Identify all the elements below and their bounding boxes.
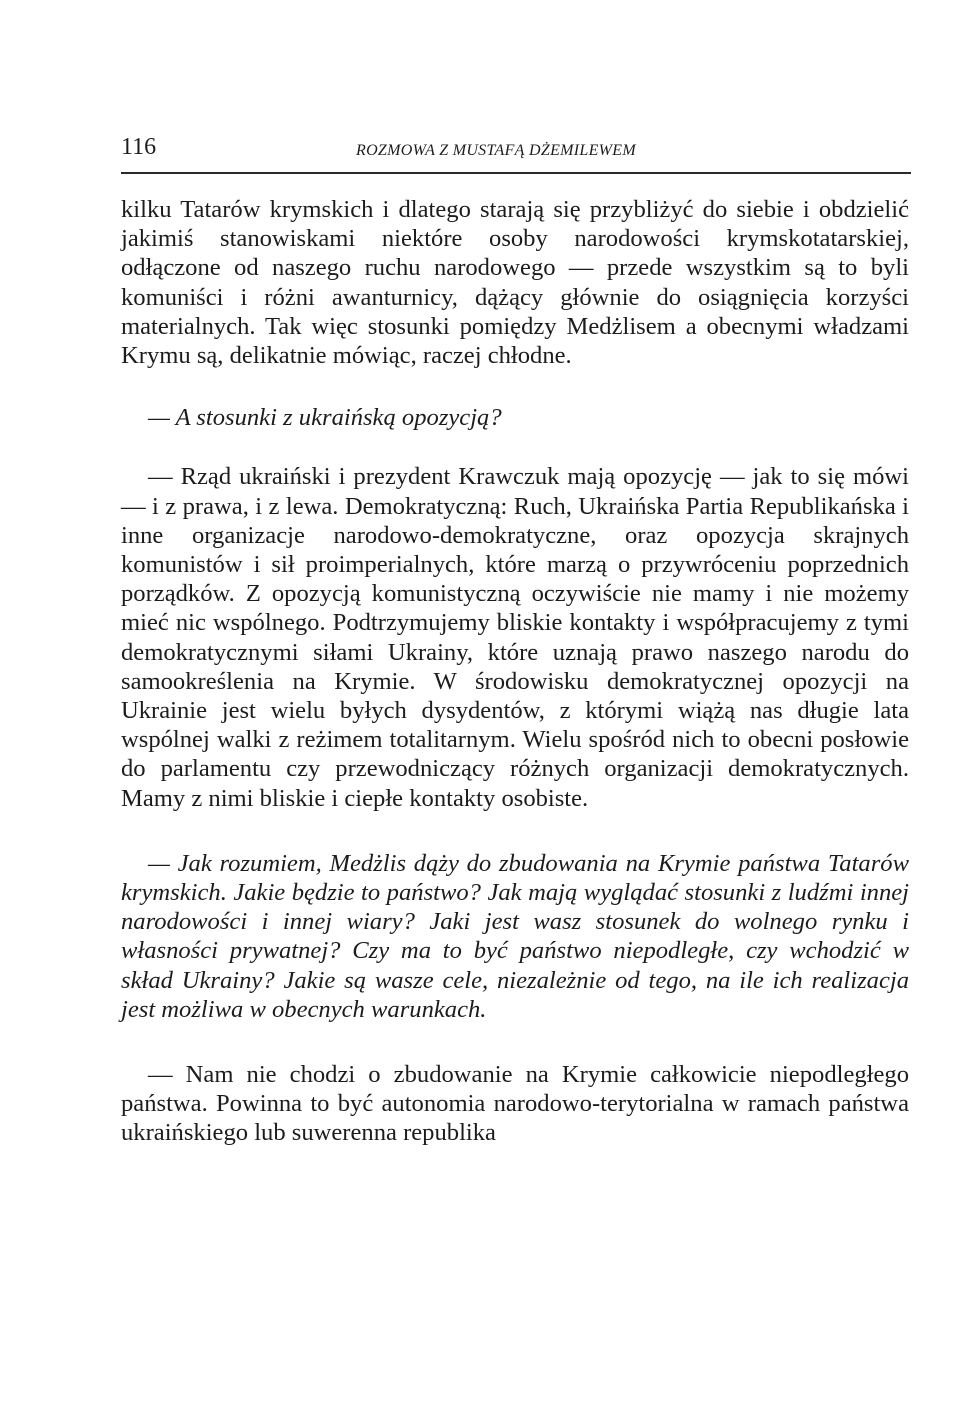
body-text: [121, 195, 909, 1148]
interviewer-question: — Jak rozumiem, Medżlis dąży do zbudowania na Krymie państwa Tatarów krymskich. Jakie będzie to państwo? Jak mają wyglądać stosunki z ludźmi innej narodowości i innej wiary? Jaki jest wasz stosunek do wolnego rynku i własności prywatnej? Czy ma to być państwo niepodległe, czy wchodzić w skład Ukrainy? Jakie są wasze cele, niezależnie od tego, na ile ich realizacja jest możliwa w obecnych warunkach.: [121, 849, 909, 1023]
page-number: 116: [121, 134, 157, 160]
answer-paragraph: — Nam nie chodzi o zbudowanie na Krymie całkowicie niepodległego państwa. Powinna to być autonomia narodowo-terytorialna w ramach państwa ukraińskiego lub suwerenna republika: [121, 1061, 909, 1147]
running-head: ROZMOWA Z MUSTAFĄ DŻEMILEWEM: [356, 142, 637, 159]
paragraph-continuation: kilku Tatarów krymskich i dlatego starają się przybliżyć do siebie i obdzielić jakimiś stanowiskami niektóre osoby narodowości krymskotatarskiej, odłączone od naszego ruchu narodowego — przede wszystkim są to byli komuniści i różni awanturnicy, dążący głównie do osiągnięcia korzyści materialnych. Tak więc stosunki pomiędzy Medżlisem a obecnymi władzami Krymu są, delikatnie mówiąc, raczej chłodne.: [121, 196, 909, 370]
answer-paragraph: — Rząd ukraiński i prezydent Krawczuk mają opozycję — jak to się mówi — i z prawa, i z lewa. Demokratyczną: Ruch, Ukraińska Partia Republikańska i inne organizacje narodowo-demokratyczne, oraz opozycja skrajnych komunistów i sił proimperialnych, które marzą o przywróceniu poprzednich porządków. Z opozycją komunistyczną oczywiście nie mamy i nie możemy mieć nic wspólnego. Podtrzymujemy bliskie kontakty i współpracujemy z tymi demokratycznymi siłami Ukrainy, które uznają prawo naszego narodu do samookreślenia na Krymie. W środowisku demokratycznej opozycji na Ukrainie jest wielu byłych dysydentów, z którymi wiążą nas długie lata wspólnej walki z reżimem totalitarnym. Wielu spośród nich to obecni posłowie do parlamentu czy przewodniczący różnych organizacji demokratycznych. Mamy z nimi bliskie i ciepłe kontakty osobiste.: [121, 463, 909, 812]
interviewer-question: — A stosunki z ukraińską opozycją?: [148, 404, 502, 432]
page-header: [121, 132, 911, 174]
